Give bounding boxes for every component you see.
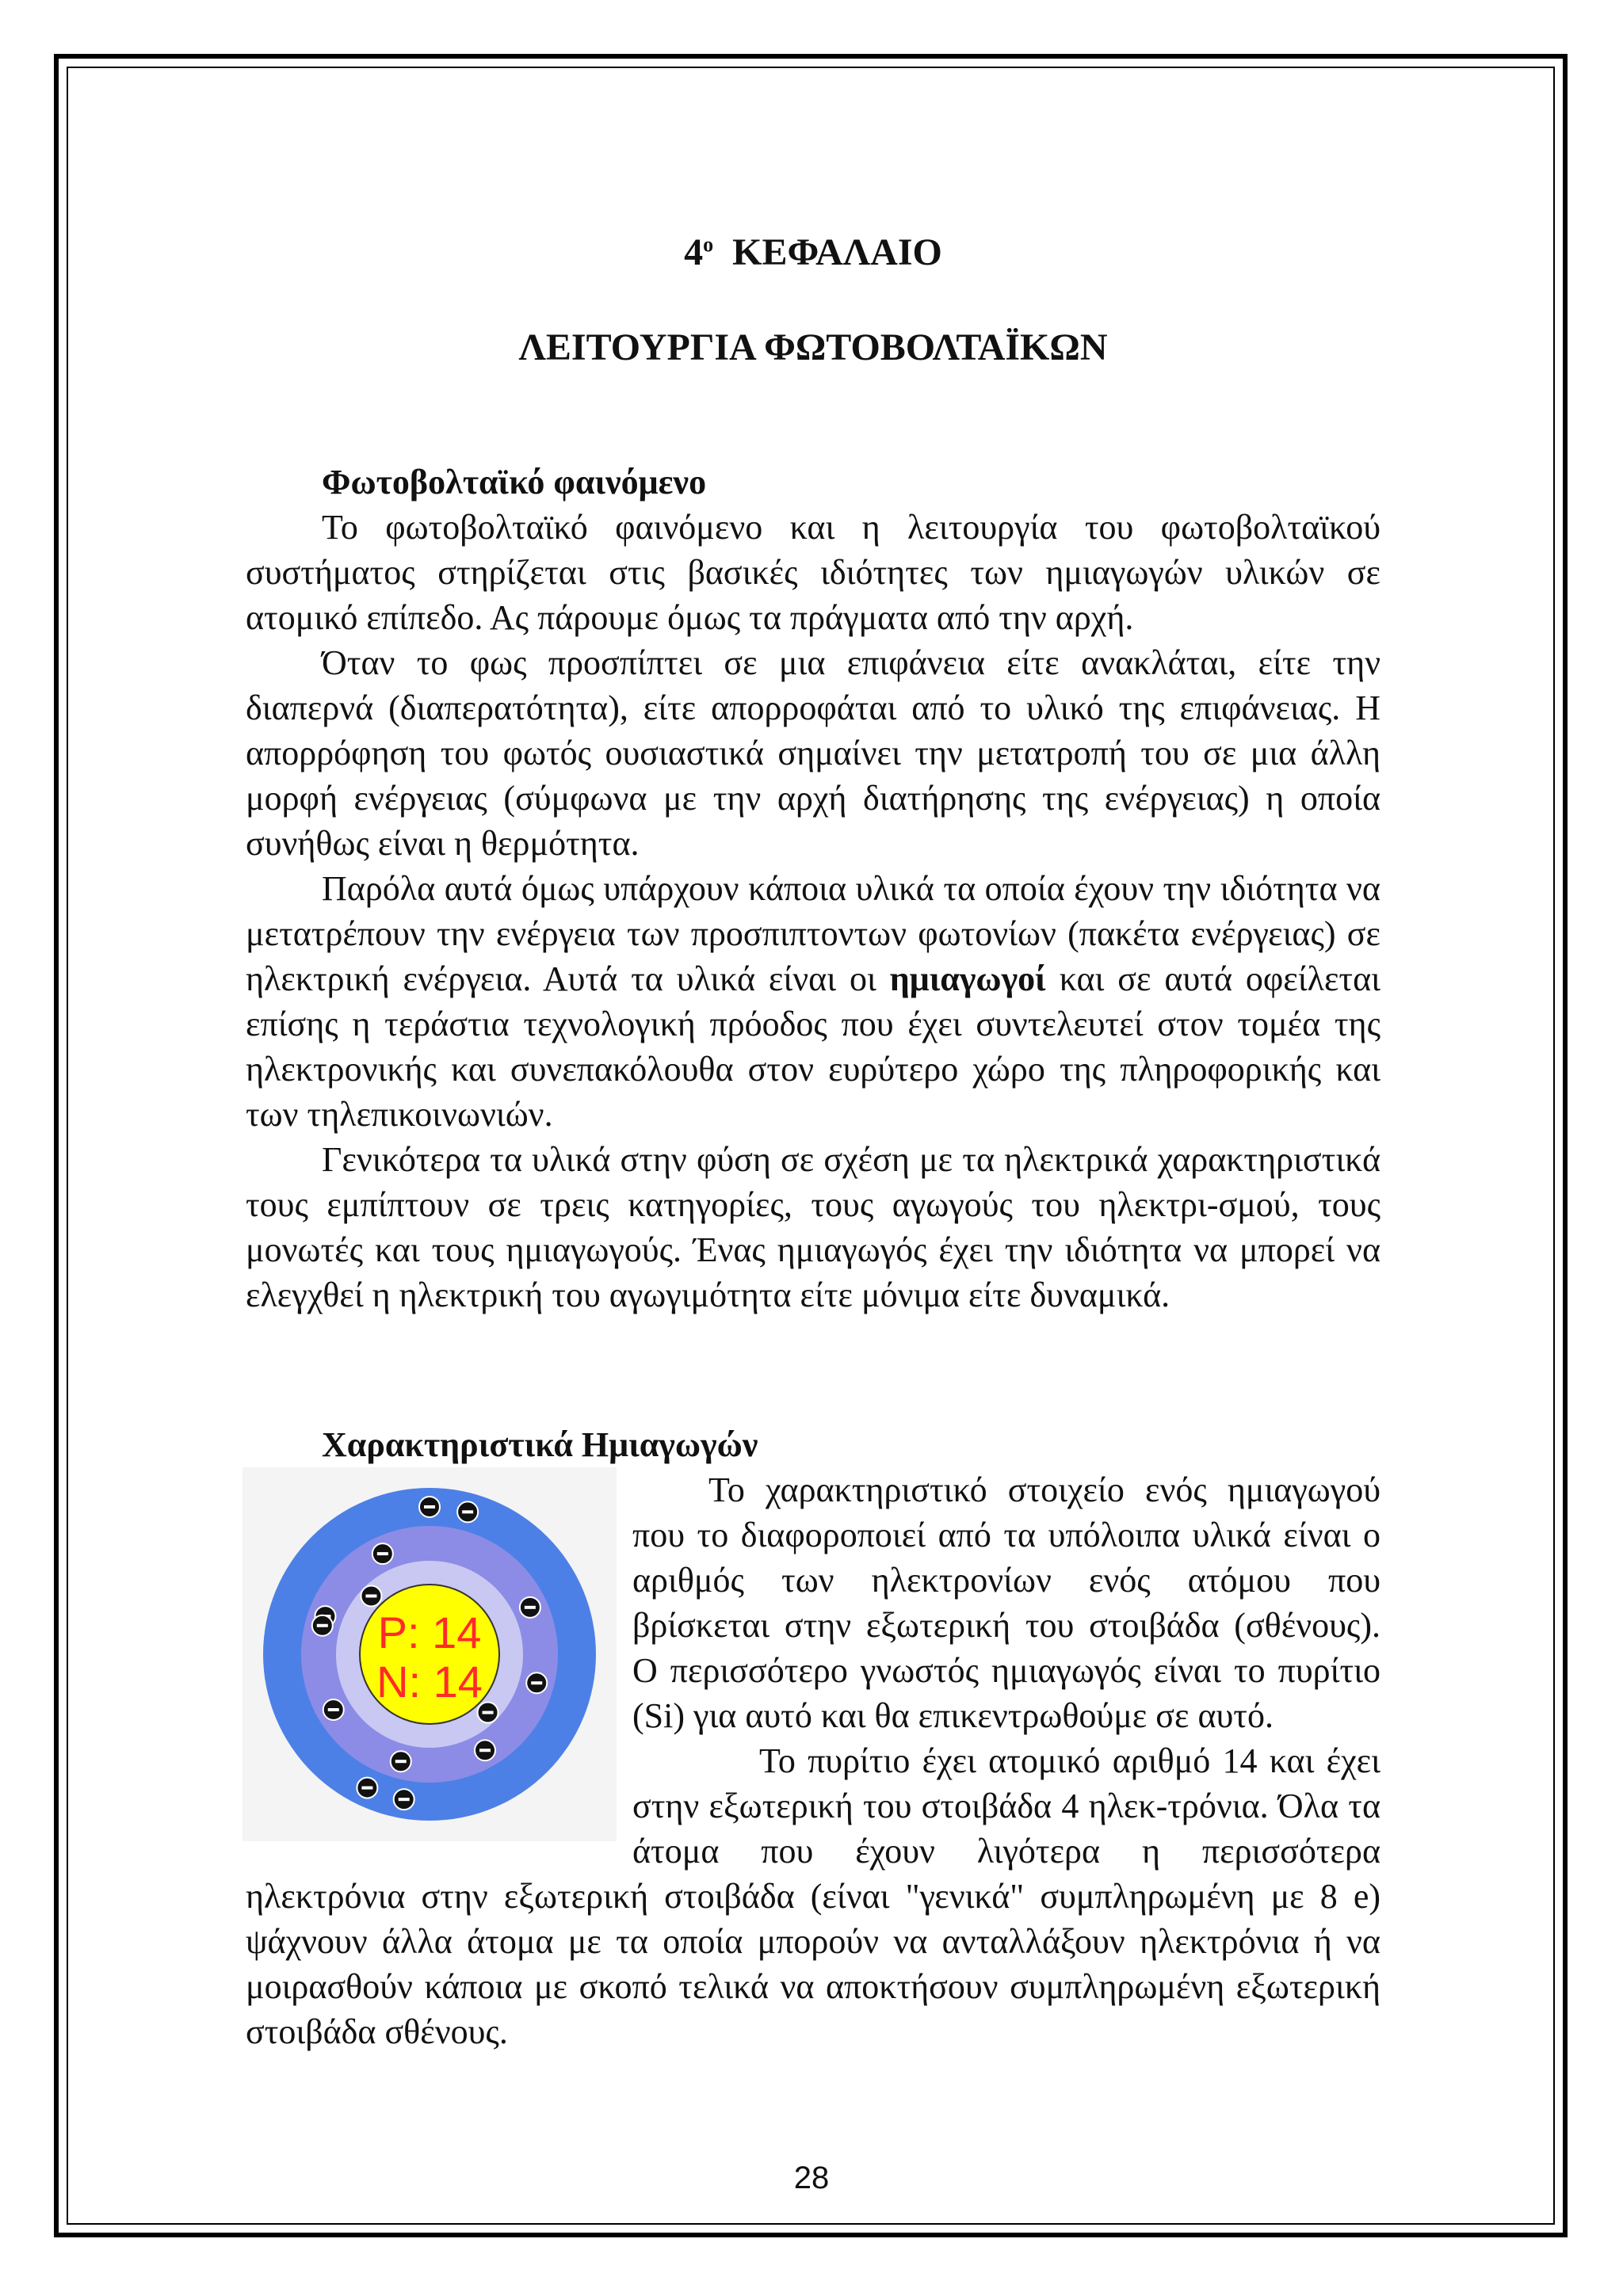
section-heading-semiconductors: Χαρακτηριστικά Ημιαγωγών <box>322 1425 758 1464</box>
page-number: 28 <box>793 2161 830 2195</box>
electron-minus-sign-8 <box>395 1760 407 1763</box>
chapter-number-superscript: ο <box>703 233 714 256</box>
silicon-atom-figure <box>242 1467 617 1841</box>
paragraph-semiconductors-1 <box>246 1467 1381 1738</box>
electron-minus-sign-5 <box>525 1606 536 1609</box>
electron-minus-sign-4 <box>377 1552 388 1555</box>
electron-minus-sign-9 <box>328 1708 339 1711</box>
paragraph-photovoltaic-3 <box>246 866 1381 1137</box>
silicon-atom-diagram <box>242 1467 617 1841</box>
section-photovoltaic <box>246 460 1381 1318</box>
chapter-number-heading <box>246 222 1381 275</box>
paragraph-photovoltaic-3-start: Παρόλα αυτά όμως υπάρχουν κάποια υλικά τα οποία έχουν την ιδιότητα να μετατρέπουν την ενέργεια των προσπιπτοντων φωτονίων (πακέτα ενέργειας) σε ηλεκτρική ενέργεια. Αυτά τα υλικά είναι οι <box>246 869 1381 998</box>
paragraph-photovoltaic-2: Όταν το φως προσπίπτει σε μια επιφάνεια είτε ανακλάται, είτε την διαπερνά (διαπερατότητα), είτε απορροφάται από το υλικό της επιφάνειας. Η απορρόφηση του φωτός ουσιαστικά σημαίνει την μετατροπή του σε μια άλλη μορφή ενέργειας (σύμφωνα με την αρχή διατήρησης της ενέργειας) η οποία συνήθως είναι η θερμότητα. <box>246 643 1381 863</box>
chapter-number: 4 <box>684 231 704 273</box>
electron-minus-sign-11 <box>424 1505 435 1508</box>
section-semiconductors <box>246 1422 1381 2054</box>
electron-minus-sign-2 <box>483 1711 494 1714</box>
chapter-title: ΛΕΙΤΟΥΡΓΙΑ ΦΩΤΟΒΟΛΤΑΪΚΩΝ <box>518 326 1108 368</box>
term-semiconductors: ημιαγωγοί <box>889 959 1046 998</box>
electron-minus-sign-12 <box>462 1510 473 1513</box>
section-heading-photovoltaic: Φωτοβολταϊκό φαινόμενο <box>322 463 707 502</box>
neutrons-label: N: 14 <box>376 1657 483 1707</box>
electron-minus-sign-1 <box>365 1594 376 1597</box>
electron-minus-sign-14 <box>361 1787 372 1790</box>
paragraph-photovoltaic-4: Γενικότερα τα υλικά στην φύση σε σχέση με τα ηλεκτρικά χαρακτηριστικά τους εμπίπτουν σε τρεις κατηγορίες, τους αγωγούς του ηλεκτρι-σμού, τους μονωτές και τους ημιαγωγούς. Ένας ημιαγωγός έχει την ιδιότητα να μπορεί να ελεγχθεί η ηλεκτρική του αγωγιμότητα είτε μόνιμα είτε δυναμικά. <box>246 1140 1381 1314</box>
electron-minus-sign-7 <box>479 1749 491 1752</box>
electron-minus-sign-6 <box>531 1681 542 1684</box>
paragraph-photovoltaic-3-end: και σε αυτά οφείλεται επίσης η τεράστια τεχνολογική πρόοδος που έχει συντελευτεί στον τομέα της ηλεκτρονικής και συνεπακόλουθα στον ευρύτερο χώρο της πληροφορικής και των τηλεπικοινωνιών. <box>246 959 1381 1134</box>
chapter-label: ΚΕΦΑΛΑΙΟ <box>732 231 942 273</box>
paragraph-semiconductors-2: Το πυρίτιο έχει ατομικό αριθμό 14 και έχει στην εξωτερική του στοιβάδα 4 ηλεκ-τρόνια. Όλα τα άτομα που έχουν λιγότερα η περισσότερα ηλεκτρόνια στην εξωτερική στοιβάδα (είναι "γενικά" συμπληρωμένη με 8 e) ψάχνουν άλλα άτομα με τα οποία μπορούν να ανταλλάξουν ηλεκτρόνια ή να μοιρασθούν κάποια με σκοπό τελικά να αποκτήσουν συμπληρωμένη εξωτερική στοιβάδα σθένους. <box>246 1741 1381 2051</box>
paragraph-photovoltaic-1: Το φωτοβολταϊκό φαινόμενο και η λειτουργία του φωτοβολταϊκού συστήματος στηρίζεται στις βασικές ιδιότητες των ημιαγωγών υλικών σε ατομικό επίπεδο. Ας πάρουμε όμως τα πράγματα από την αρχή. <box>246 508 1381 637</box>
paragraph-semiconductors-1-text: Το χαρακτηριστικό στοιχείο ενός ημιαγωγού που το διαφοροποιεί από τα υπόλοιπα υλικά είναι ο αριθμός των ηλεκτρονίων ενός ατόμου που βρίσκεται στην εξωτερική του στοιβάδα (σθένους). Ο περισσότερο γνωστός ημιαγωγός είναι το πυρίτιο (Si) για αυτό και θα επικεντρωθούμε σε αυτό. <box>632 1470 1381 1735</box>
protons-label: P: 14 <box>377 1608 482 1657</box>
electron-minus-sign-10 <box>317 1624 328 1627</box>
electron-minus-sign-13 <box>399 1798 410 1801</box>
